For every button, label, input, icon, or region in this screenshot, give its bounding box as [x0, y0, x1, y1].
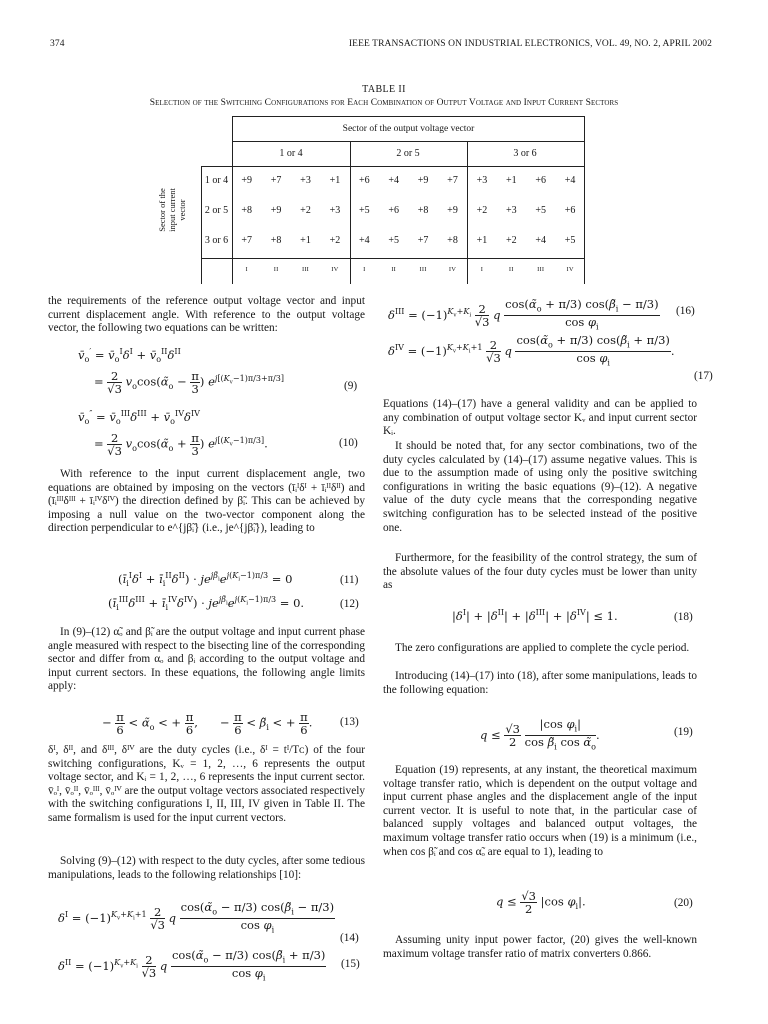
row-sector-label: 3 or 6 [204, 235, 229, 246]
page-number: 374 [50, 39, 65, 49]
table-cell: +7 [270, 175, 282, 186]
table-cell: +5 [358, 205, 370, 216]
equation-number: (10) [339, 437, 358, 449]
configuration-label: IV [566, 266, 574, 273]
equation-number: (16) [676, 305, 695, 317]
left-paragraph-3: In (9)–(12) α̃ₒ and β̃ᵢ are the output voltage and input current phase angle measured with respect to the bisecting line of the corresponding sector and differ from αₒ and βᵢ according to the output voltage and input current sectors. In these equations, the following angle limits apply: [48, 626, 365, 693]
equation-13: − $\frac{\pi}{6}$ < $\alphã_o$ < + $\frac{\pi}{6}$ , − $\frac{\pi}{6}$ < $\betã_i$ < + $\frac{\pi}{6}$ . [102, 710, 313, 737]
table-cell: +9 [447, 205, 458, 216]
table-cell: +3 [476, 175, 488, 186]
table-column-header: Sector of the output voltage vector [342, 124, 475, 134]
equation-9-line-2: = $\frac{2}{√3}$ $v_o\cos(\alphã_o$ − $\frac{\pi}{3}$ ) $e^{j[(K_v-1)\pi/3+\pi/3]}$ [94, 369, 284, 396]
configuration-label: I [363, 266, 366, 273]
table-cell: +7 [241, 235, 253, 246]
table-cell: +6 [388, 205, 400, 216]
table-title: Selection of the Switching Configurations for Each Combination of Output Voltage and Input Current Sectors [149, 98, 619, 108]
table-cell: +1 [505, 175, 517, 186]
table-number: TABLE II [362, 84, 406, 95]
equation-17: $\delta^{IV} = (-1)^{K_v+K_i+1}$ $\frac{2}{√3}$ q $\frac{\cos(\alphã_o + \pi/3) \cos(\betã_i + \pi/3)}{\cos \varphi_i}$ . [388, 333, 675, 368]
table-cell: +8 [241, 205, 253, 216]
configuration-label: III [419, 266, 427, 273]
table-cell: +9 [417, 175, 429, 186]
equation-number: (9) [344, 380, 358, 392]
left-paragraph-2: With reference to the input current displacement angle, two equations are obtained by imposing on the vectors (īᵢᴵδᴵ + īᵢᴵᴵδᴵᴵ) and (īᵢᴵᴵᴵδᴵᴵᴵ + īᵢᴵⱽδᴵⱽ) the direction defined by β̃ᵢ. This can be achieved by imposing a null value on the two-vector component along the direction perpendicular to e^{jβ̃ᵢ} (i.e., je^{jβ̃ᵢ}), leading to [48, 468, 365, 535]
table-cell: +5 [388, 235, 400, 246]
equation-10-line-2: = $\frac{2}{√3}$ $v_o\cos(\alphã_o$ + $\frac{\pi}{3}$ ) $e^{j[(K_v-1)\pi/3]}$. [94, 431, 268, 458]
table-cell: +8 [270, 235, 282, 246]
table-cell: +6 [535, 175, 547, 186]
equation-18: $|\delta^I| + |\delta^{II}| + |\delta^{III}| + |\delta^{IV}| \le 1$. [452, 608, 618, 623]
configuration-label: II [508, 266, 514, 273]
table-cell: +2 [505, 235, 517, 246]
equation-number: (15) [341, 958, 360, 970]
left-paragraph-4: δᴵ, δᴵᴵ, and δᴵᴵᴵ, δᴵⱽ are the duty cycles (i.e., δᴵ = tᴵ/Tᴄ) of the four switching configurations, Kᵥ = 1, 2, …, 6 represents the output voltage sector, and Kᵢ = 1, 2, …, 6 represents the input current sector. v̄ₒᴵ, v̄ₒᴵᴵ, v̄ₒᴵᴵᴵ, v̄ₒᴵⱽ are the output voltage vectors associated respectively with the switching configurations I, II, III, IV given in Table II. The same formalism is used for the input current vectors. [48, 744, 365, 824]
table-cell: +6 [564, 205, 576, 216]
row-sector-label: 2 or 5 [204, 205, 229, 216]
right-paragraph-4: The zero configurations are applied to complete the cycle period. [395, 642, 690, 654]
equation-number: (19) [674, 726, 693, 738]
configuration-label: II [391, 266, 397, 273]
table-cell: +2 [300, 205, 311, 216]
configuration-label: IV [331, 266, 339, 273]
equation-19: q ≤ $\frac{√3}{2}$ $\frac{|\cos \varphi_i|}{\cos \betã_i \cos \alphã_o}$ . [480, 717, 600, 752]
equation-number: (11) [340, 574, 359, 586]
equation-number: (13) [340, 716, 359, 728]
sector-group-label: 1 or 4 [279, 148, 303, 159]
right-paragraph-6: Equation (19) represents, at any instant, the theoretical maximum voltage transfer ratio, which is dependent on the output voltage and input current phase angles and the displacement angle of the input current vector. It is useful to note that, in the particular case of balanced supply voltages and balanced output voltages, the maximum voltage transfer ratio occurs when (19) is a minimum (i.e., when cos β̃ᵢ and cos α̃ₒ are equal to 1), leading to [383, 764, 697, 858]
right-paragraph-2: It should be noted that, for any sector combinations, two of the duty cycles calculated by (14)–(17) assume negative values. This is due to the assumption made of using only the positive switching configurations in writing the basic equations (9)–(12). A negative value of the duty cycle means that the corresponding negative switching configuration has to be selected instead of the positive one. [383, 440, 697, 534]
equation-11: ($ī_i^I\delta^I$ + $ī_i^{II}\delta^{II}) \cdot je^{j\betã_i}e^{j(K_i-1)\pi/3} = 0$ [118, 571, 293, 589]
table-cell: +3 [329, 205, 341, 216]
table-cell: +9 [270, 205, 282, 216]
right-paragraph-7: Assuming unity input power factor, (20) gives the well-known maximum voltage transfer ratio of matrix converters 0.866. [383, 934, 697, 960]
equation-number: (20) [674, 897, 693, 909]
equation-15: $\delta^{II} = (-1)^{K_v+K_i}$ $\frac{2}{√3}$ q $\frac{\cos(\alphã_o - \pi/3) \cos(\betã_i + \pi/3)}{\cos \varphi_i}$ [58, 948, 326, 983]
table-cell: +4 [535, 235, 547, 246]
table-cell: +5 [535, 205, 547, 216]
table-cell: +4 [388, 175, 400, 186]
table-cell: +5 [564, 235, 576, 246]
table-cell: +2 [476, 205, 488, 216]
equation-number: (17) [694, 370, 713, 382]
table-cell: +1 [329, 175, 341, 186]
table-cell: +7 [447, 175, 458, 186]
equation-16: $\delta^{III} = (-1)^{K_v+K_i}$ $\frac{2}{√3}$ q $\frac{\cos(\alphã_o + \pi/3) \cos(\betã_i - \pi/3)}{\cos \varphi_i}$ [388, 297, 659, 332]
left-paragraph-5: Solving (9)–(12) with respect to the duty cycles, after some tedious manipulations, leads to the following relationships [10]: [48, 855, 365, 881]
sector-group-label: 2 or 5 [396, 148, 420, 159]
left-paragraph-1: the requirements of the reference output voltage vector and input current displacement angle. With reference to the output voltage vector, the following two equations can be written: [48, 295, 365, 335]
configuration-label: IV [448, 266, 457, 273]
configuration-label: I [245, 266, 248, 273]
table-cell: +6 [358, 175, 370, 186]
table-cell: +1 [300, 235, 311, 246]
configuration-label: II [273, 266, 279, 273]
configuration-label: III [301, 266, 310, 273]
table-cell: +8 [417, 205, 429, 216]
equation-10: $v̄_o''$ = $v̄_o^{III}\delta^{III}$ + $v̄_o^{IV}\delta^{IV}$ [78, 409, 200, 427]
equation-14: $\delta^I = (-1)^{K_v+K_i+1}$ $\frac{2}{√3}$ q $\frac{\cos(\alphã_o - \pi/3) \cos(\betã_i - \pi/3)}{\cos \varphi_i}$ [58, 900, 335, 935]
switching-table [157, 116, 585, 284]
equation-number: (12) [340, 598, 359, 610]
equation-number: (14) [340, 932, 359, 944]
table-cell: +3 [300, 175, 311, 186]
equation-number: (18) [674, 611, 693, 623]
row-sector-label: 1 or 4 [204, 175, 229, 186]
table-cell: +3 [505, 205, 517, 216]
table-cell: +2 [329, 235, 341, 246]
table-row-header: Sector of the input current vector [157, 188, 187, 232]
equation-12: ($ī_i^{III}\delta^{III}$ + $ī_i^{IV}\delta^{IV}) \cdot je^{j\betã_i}e^{j(K_i-1)\pi/3} = 0$. [108, 595, 305, 613]
right-paragraph-3: Furthermore, for the feasibility of the control strategy, the sum of the absolute values of the four duty cycles must be lower than unity as [383, 552, 697, 592]
table-cell: +7 [417, 235, 429, 246]
right-paragraph-1: Equations (14)–(17) have a general validity and can be applied to any combination of output voltage sector Kᵥ and input current sector Kᵢ. [383, 398, 697, 438]
table-cell: +1 [476, 235, 488, 246]
configuration-label: I [480, 266, 484, 273]
table-cell: +4 [358, 235, 370, 246]
configuration-label: III [537, 266, 545, 273]
table-cell: +8 [447, 235, 458, 246]
sector-group-label: 3 or 6 [513, 148, 537, 159]
equation-20: q ≤ $\frac{√3}{2}$ |cos $\varphi_i|$. [496, 889, 586, 916]
equation-9: $v̄_o'$ = $v̄_o^I\delta^I$ + $v̄_o^{II}\delta^{II}$ [78, 347, 181, 365]
running-header: IEEE TRANSACTIONS ON INDUSTRIAL ELECTRONICS, VOL. 49, NO. 2, APRIL 2002 [348, 39, 712, 49]
table-cell: +9 [241, 175, 253, 186]
table-cell: +4 [564, 175, 576, 186]
right-paragraph-5: Introducing (14)–(17) into (18), after some manipulations, leads to the following equation: [383, 670, 697, 696]
